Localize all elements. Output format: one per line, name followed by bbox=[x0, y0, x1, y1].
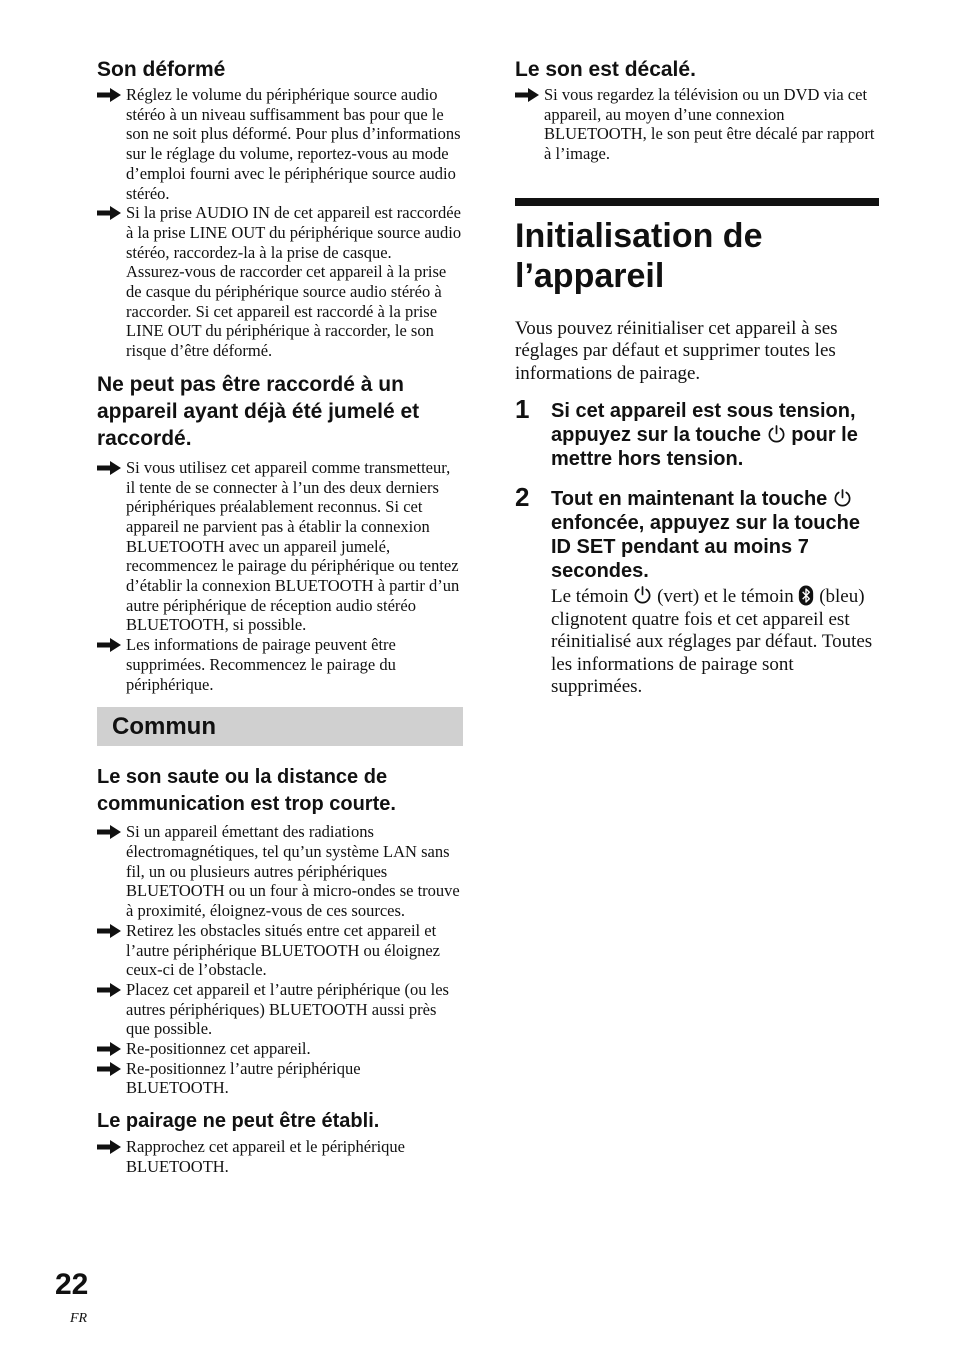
page-title: Initialisation de l’appareil bbox=[515, 216, 763, 295]
right-arrow-icon bbox=[97, 1042, 121, 1056]
power-icon bbox=[833, 488, 852, 508]
section-son-saute bbox=[97, 764, 463, 1098]
section-band-commun: Commun bbox=[97, 707, 463, 746]
step-title bbox=[551, 399, 879, 471]
section-son-decale bbox=[515, 56, 879, 164]
right-arrow-icon bbox=[97, 983, 121, 997]
step-title-text: pour le mettre hors tension. bbox=[551, 424, 858, 471]
left-column bbox=[97, 56, 463, 1177]
right-arrow-icon bbox=[97, 206, 121, 220]
list-item bbox=[97, 921, 463, 980]
section-heading: Le son est décalé. bbox=[515, 58, 696, 81]
page-language: FR bbox=[70, 1311, 88, 1326]
list-item-text: Placez cet appareil et l’autre périphérique (ou les autres périphériques) BLUETOOTH aussi près que possible. bbox=[126, 979, 449, 1039]
step-1 bbox=[515, 394, 879, 471]
section-pairage bbox=[97, 1108, 463, 1176]
right-arrow-icon bbox=[97, 1062, 121, 1076]
list-item bbox=[97, 1137, 463, 1176]
right-arrow-icon bbox=[97, 825, 121, 839]
power-icon bbox=[633, 585, 652, 605]
list-item bbox=[97, 458, 463, 635]
section-heading: Le pairage ne peut être établi. bbox=[97, 1110, 380, 1133]
step-title-text: Si cet appareil est sous tension, appuyez sur la touche bbox=[551, 400, 856, 447]
page-number: 22 bbox=[55, 1268, 89, 1301]
right-arrow-icon bbox=[97, 638, 121, 652]
bullet-list bbox=[97, 85, 463, 361]
list-item-text: Si un appareil émettant des radiations électromagnétiques, tel qu’un système LAN sans fil, un ou plusieurs autres périphériques BLUETOOTH ou un four à micro-ondes se trouve à proximité, éloignez-vous de ces sources. bbox=[126, 822, 460, 921]
step-number: 1 bbox=[515, 394, 530, 425]
right-column bbox=[515, 56, 879, 715]
list-item bbox=[97, 635, 463, 694]
step-title bbox=[551, 487, 879, 583]
list-item bbox=[515, 85, 879, 164]
list-item-text: Si la prise AUDIO IN de cet appareil est raccordée à la prise LINE OUT du périphérique source audio stéréo, raccordez-la à la prise de casque. bbox=[126, 203, 462, 262]
bluetooth-icon bbox=[798, 585, 814, 606]
intro-paragraph: Vous pouvez réinitialiser cet appareil à ses réglages par défaut et supprimer toutes les informations de pairage. bbox=[515, 317, 838, 384]
bullet-list bbox=[97, 822, 463, 1098]
list-item-text: Les informations de pairage peuvent être supprimées. Recommencez le pairage du périphérique. bbox=[126, 635, 396, 694]
list-item-text: Retirez les obstacles situés entre cet appareil et l’autre périphérique BLUETOOTH ou éloignez ceux-ci de l’obstacle. bbox=[126, 920, 441, 980]
right-arrow-icon bbox=[97, 1140, 121, 1154]
section-heading: Le son saute ou la distance de communication est trop courte. bbox=[97, 766, 396, 816]
list-item-text: Re-positionnez l’autre périphérique BLUETOOTH. bbox=[126, 1058, 361, 1098]
list-item bbox=[97, 1039, 463, 1059]
step-desc-text: (vert) et le témoin bbox=[657, 586, 794, 608]
step-title-text: Tout en maintenant la touche bbox=[551, 488, 828, 511]
list-item bbox=[97, 1059, 463, 1098]
heading-rule bbox=[515, 198, 879, 206]
bullet-list bbox=[97, 458, 463, 694]
list-item-continuation: Assurez-vous de raccorder cet appareil à la prise de casque du périphérique source audio stéréo à raccorder. Si cet appareil est raccordé à la prise LINE OUT du périphérique à raccorder, le son risque d’être déformé. bbox=[126, 262, 447, 361]
bullet-list bbox=[515, 85, 879, 164]
list-item-text: Si vous regardez la télévision ou un DVD via cet appareil, au moyen d’une connexion BLUETOOTH, le son peut être décalé par rapport à l’image. bbox=[544, 85, 875, 164]
list-item-text: Re-positionnez cet appareil. bbox=[126, 1039, 311, 1059]
right-arrow-icon bbox=[97, 924, 121, 938]
section-heading: Ne peut pas être raccordé à un appareil ayant déjà été jumelé et raccordé. bbox=[97, 372, 420, 450]
list-item-text: Si vous utilisez cet appareil comme transmetteur, il tente de se connecter à l’un des deux derniers périphériques préalablement reconnus. Si cet appareil ne parvient pas à établir la connexion BLUETOOTH avec un appareil jumelé, recommencez le pairage du périphérique ou tentez d’établir la connexion BLUETOOTH à partir d’un autre périphérique de réception audio stéréo BLUETOOTH, si possible. bbox=[126, 457, 460, 635]
step-number: 2 bbox=[515, 482, 530, 513]
right-arrow-icon bbox=[97, 88, 121, 102]
list-item-text: Rapprochez cet appareil et le périphérique BLUETOOTH. bbox=[126, 1137, 405, 1176]
list-item bbox=[97, 85, 463, 203]
power-icon bbox=[767, 424, 786, 444]
section-heading: Son déformé bbox=[97, 58, 226, 81]
section-ne-peut-pas bbox=[97, 371, 463, 694]
right-arrow-icon bbox=[97, 461, 121, 475]
bullet-list bbox=[97, 1137, 463, 1176]
right-arrow-icon bbox=[515, 88, 539, 102]
step-2 bbox=[515, 482, 879, 699]
list-item bbox=[97, 203, 463, 361]
step-description bbox=[551, 585, 879, 699]
list-item bbox=[97, 980, 463, 1039]
step-title-text: enfoncée, appuyez sur la touche ID SET pendant au moins 7 secondes. bbox=[551, 512, 860, 583]
list-item-text: Réglez le volume du périphérique source audio stéréo à un niveau suffisamment bas pour que le son ne soit plus déformé. Pour plus d’informations sur le réglage du volume, reportez-vous au mode d’emploi fourni avec le périphérique source audio stéréo. bbox=[126, 85, 461, 203]
section-son-deforme bbox=[97, 56, 463, 361]
list-item bbox=[97, 822, 463, 921]
step-desc-text: Le témoin bbox=[551, 586, 629, 608]
step-desc-text: (bleu) clignotent quatre fois et cet appareil est réinitialisé aux réglages par défaut. Toutes les informations de pairage sont supprimées. bbox=[551, 586, 873, 698]
